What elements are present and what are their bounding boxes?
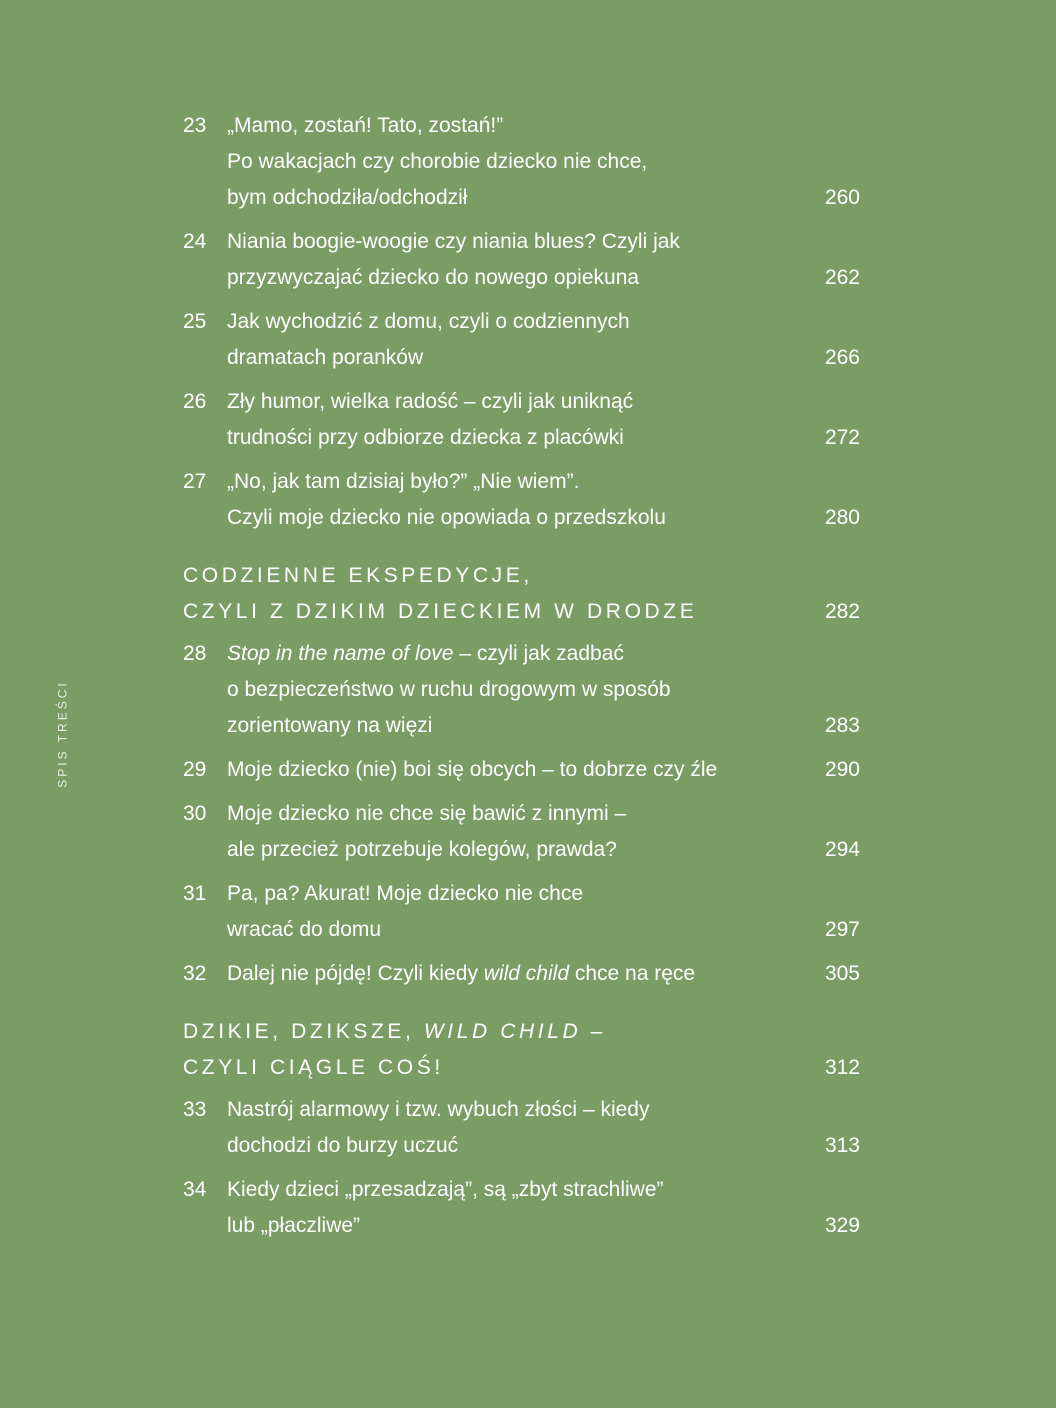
entry-number: 32: [183, 962, 207, 985]
section-heading-italic: WILD CHILD: [423, 1020, 582, 1043]
entry-title-line: przyzwyczajać dziecko do nowego opiekuna: [227, 266, 640, 289]
toc-entry-24[interactable]: [183, 224, 863, 296]
entry-title-line: dramatach poranków: [227, 346, 424, 369]
entry-number: 23: [183, 114, 207, 137]
entry-number: 26: [183, 390, 207, 413]
entry-title-line: wracać do domu: [227, 918, 382, 941]
section-page-number: 282: [824, 600, 860, 623]
toc-entry-33[interactable]: [183, 1092, 863, 1164]
entry-number: 28: [183, 642, 207, 665]
entry-title-line: Niania boogie-woogie czy niania blues? Czyli jak: [227, 230, 680, 253]
entry-title: [227, 1172, 863, 1244]
running-head: [50, 680, 76, 788]
entry-page-number: 272: [824, 426, 860, 449]
section-page-number: 312: [824, 1056, 860, 1079]
entry-title-line: Pa, pa? Akurat! Moje dziecko nie chce: [227, 882, 584, 905]
entry-title-line: zorientowany na więzi: [227, 714, 433, 737]
entry-page-number: 305: [824, 962, 860, 985]
entry-title: [227, 876, 863, 948]
entry-title: [227, 464, 863, 536]
entry-title: [227, 224, 863, 296]
entry-title-line: Jak wychodzić z domu, czyli o codziennych: [227, 310, 630, 333]
toc-entry-26[interactable]: [183, 384, 863, 456]
entry-number: 29: [183, 758, 207, 781]
entry-title-line: bym odchodziła/odchodził: [227, 186, 468, 209]
entry-title-line: trudności przy odbiorze dziecka z placówki: [227, 426, 624, 449]
toc-entry-28[interactable]: [183, 636, 863, 744]
toc-entry-27[interactable]: [183, 464, 863, 536]
section-heading-line: CZYLI CIĄGLE COŚ!: [183, 1056, 444, 1079]
entry-number: 31: [183, 882, 207, 905]
entry-title-line: „Mamo, zostań! Tato, zostań!”: [227, 114, 504, 137]
entry-title-line: lub „płaczliwe”: [227, 1214, 361, 1237]
entry-title-line: Zły humor, wielka radość – czyli jak uniknąć: [227, 390, 634, 413]
section-heading-text: DZIKIE, DZIKSZE,: [183, 1020, 424, 1043]
entry-title: [227, 956, 863, 992]
entry-title-italic: wild child: [483, 962, 569, 985]
entry-title-text: chce na ręce: [569, 962, 696, 985]
entry-page-number: 262: [824, 266, 860, 289]
toc-entry-25[interactable]: [183, 304, 863, 376]
entry-title-line: [227, 956, 753, 992]
entry-number: 33: [183, 1098, 207, 1121]
entry-number: 30: [183, 802, 207, 825]
table-of-contents: [183, 108, 863, 1252]
section-heading-line: CZYLI Z DZIKIM DZIECKIEM W DRODZE: [183, 600, 698, 623]
entry-title-line: Moje dziecko (nie) boi się obcych – to dobrze czy źle: [227, 758, 718, 781]
entry-title-line: dochodzi do burzy uczuć: [227, 1134, 459, 1157]
entry-title-text: Dalej nie pójdę! Czyli kiedy: [227, 962, 484, 985]
entry-title: [227, 1092, 863, 1164]
entry-page-number: 297: [824, 918, 860, 941]
toc-entry-23[interactable]: [183, 108, 863, 216]
section-heading-line: CODZIENNE EKSPEDYCJE,: [183, 564, 533, 587]
entry-title-line: Nastrój alarmowy i tzw. wybuch złości – kiedy: [227, 1098, 650, 1121]
section-heading-text: –: [581, 1020, 606, 1043]
entry-title: [227, 636, 863, 744]
toc-entry-29[interactable]: [183, 752, 863, 788]
entry-number: 34: [183, 1178, 207, 1201]
toc-entry-32[interactable]: [183, 956, 863, 992]
toc-entry-34[interactable]: [183, 1172, 863, 1244]
section-heading-line: [183, 1014, 863, 1050]
entry-page-number: 294: [824, 838, 860, 861]
running-head-label: SPIS TREŚCI: [56, 680, 70, 788]
entry-title-italic: Stop in the name of love: [227, 642, 454, 665]
entry-title-line: Moje dziecko nie chce się bawić z innymi –: [227, 802, 627, 825]
entry-number: 25: [183, 310, 207, 333]
entry-title: [227, 108, 863, 216]
entry-page-number: 280: [824, 506, 860, 529]
entry-title-line: ale przecież potrzebuje kolegów, prawda?: [227, 838, 617, 861]
entry-title-line: Po wakacjach czy chorobie dziecko nie chce,: [227, 150, 648, 173]
toc-section-heading-2[interactable]: [183, 1014, 863, 1086]
entry-title: [227, 304, 863, 376]
toc-entry-31[interactable]: [183, 876, 863, 948]
entry-title: [227, 796, 863, 868]
entry-title: [227, 752, 863, 788]
entry-page-number: 283: [824, 714, 860, 737]
entry-title-line: Kiedy dzieci „przesadzają”, są „zbyt strachliwe”: [227, 1178, 664, 1201]
entry-number: 24: [183, 230, 207, 253]
entry-number: 27: [183, 470, 207, 493]
entry-page-number: 313: [824, 1134, 860, 1157]
entry-page-number: 266: [824, 346, 860, 369]
entry-page-number: 329: [824, 1214, 860, 1237]
entry-title: [227, 384, 863, 456]
toc-section-heading-1[interactable]: [183, 558, 863, 630]
toc-entry-30[interactable]: [183, 796, 863, 868]
entry-page-number: 260: [824, 186, 860, 209]
entry-title-line: [227, 636, 753, 672]
entry-title-text: – czyli jak zadbać: [453, 642, 624, 665]
entry-title-line: „No, jak tam dzisiaj było?” „Nie wiem”.: [227, 470, 580, 493]
entry-title-line: o bezpieczeństwo w ruchu drogowym w sposób: [227, 678, 671, 701]
entry-page-number: 290: [824, 758, 860, 781]
entry-title-line: Czyli moje dziecko nie opowiada o przedszkolu: [227, 506, 666, 529]
